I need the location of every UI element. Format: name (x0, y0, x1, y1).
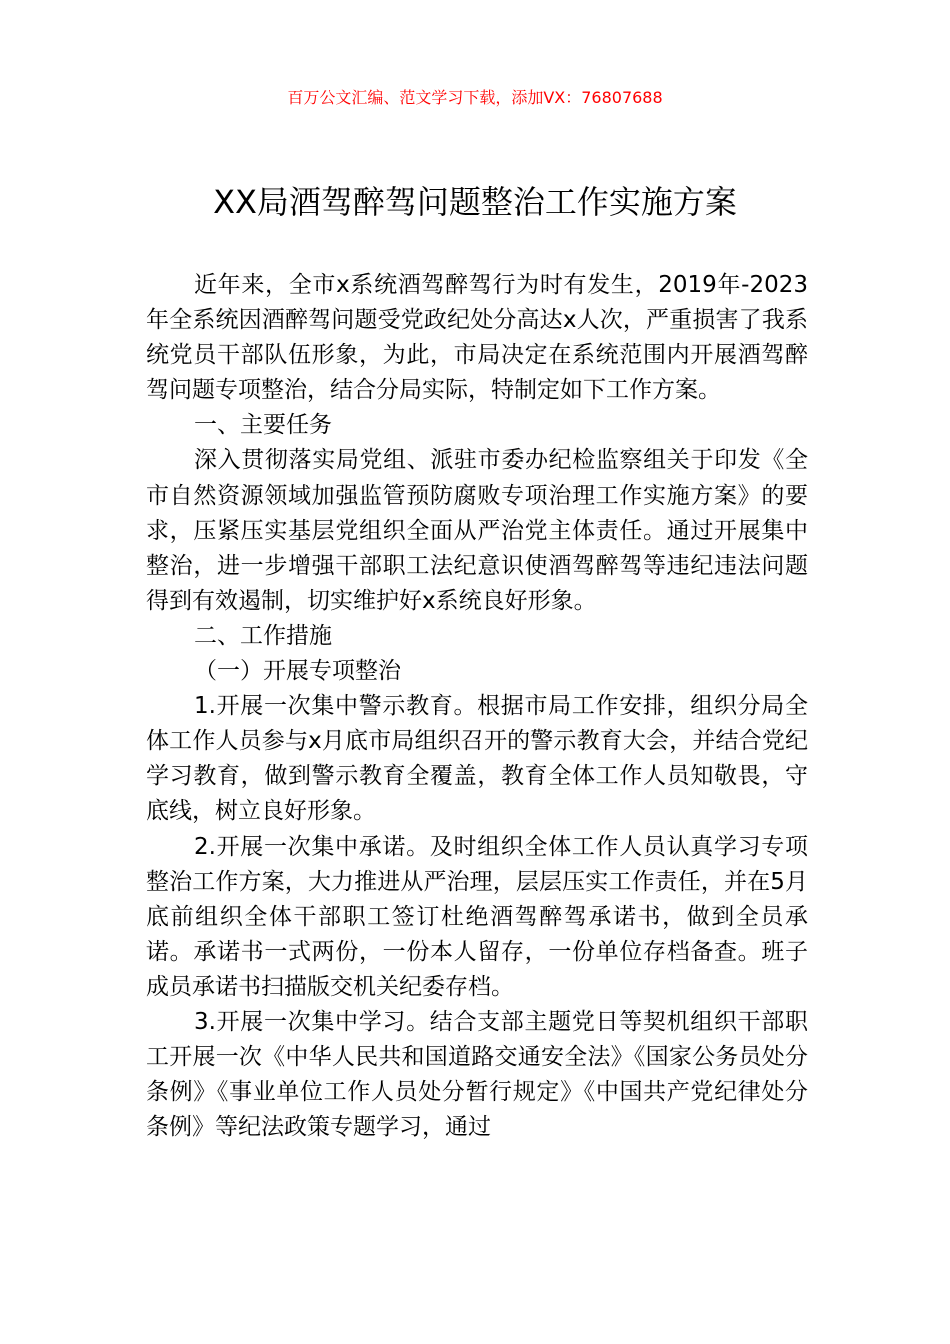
paragraph-main-tasks: 深入贯彻落实局党组、派驻市委办纪检监察组关于印发《全市自然资源领域加强监管预防腐败专项治理工作实施方案》的要求，压紧压实基层党组织全面从严治党主体责任。通过开展集中整治，进一步增强干部职工法纪意识使酒驾醉驾等违纪违法问题得到有效遏制，切实维护好x系统良好形象。 (146, 447, 808, 614)
subheading-special-rectification: （一）开展专项整治 (194, 658, 401, 685)
heading-work-measures: 二、工作措施 (194, 622, 332, 649)
document-title: XX局酒驾醉驾问题整治工作实施方案 (213, 183, 737, 221)
document-body (146, 268, 808, 1145)
paragraph-item-1: 1.开展一次集中警示教育。根据市局工作安排，组织分局全体工作人员参与x月底市局组织召开的警示教育大会，并结合党纪学习教育，做到警示教育全覆盖，教育全体工作人员知敬畏，守底线，树立良好形象。 (146, 693, 808, 825)
paragraph-item-2: 2.开展一次集中承诺。及时组织全体工作人员认真学习专项整治工作方案，大力推进从严治理，层层压实工作责任，并在5月底前组织全体干部职工签订杜绝酒驾醉驾承诺书，做到全员承诺。承诺书一式两份，一份本人留存，一份单位存档备查。班子成员承诺书扫描版交机关纪委存档。 (146, 833, 808, 1000)
heading-main-tasks: 一、主要任务 (194, 412, 332, 439)
header-note: 百万公文汇编、范文学习下载，添加VX：76807688 (287, 88, 663, 107)
paragraph-item-3: 3.开展一次集中学习。结合支部主题党日等契机组织干部职工开展一次《中华人民共和国道路交通安全法》《国家公务员处分条例》《事业单位工作人员处分暂行规定》《中国共产党纪律处分条例》等纪法政策专题学习，通过 (146, 1008, 808, 1141)
paragraph-intro: 近年来，全市x系统酒驾醉驾行为时有发生，2019年-2023年全系统因酒醉驾问题受党政纪处分高达x人次，严重损害了我系统党员干部队伍形象，为此，市局决定在系统范围内开展酒驾醉驾问题专项整治，结合分局实际，特制定如下工作方案。 (146, 272, 808, 404)
